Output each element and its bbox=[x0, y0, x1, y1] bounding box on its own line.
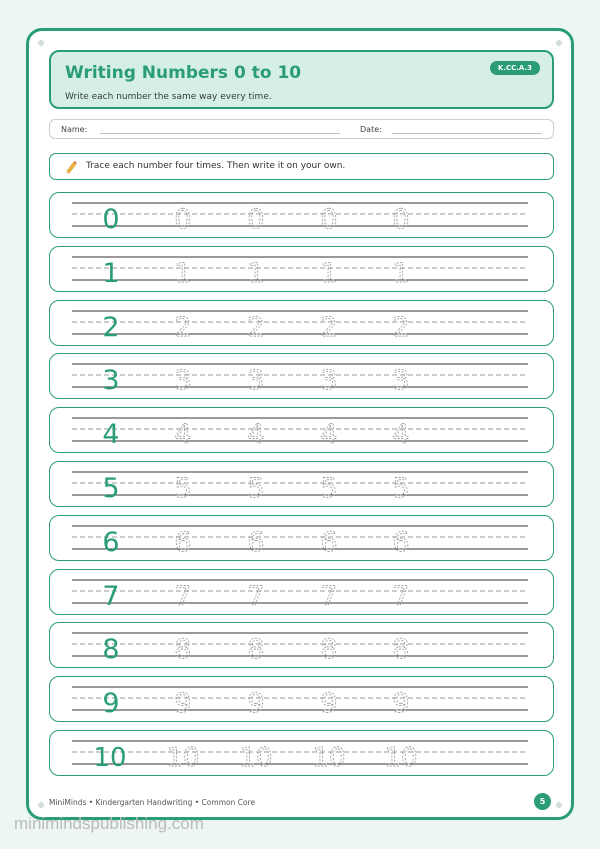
practice-row bbox=[49, 622, 554, 668]
trace-number[interactable]: 9 bbox=[320, 688, 338, 720]
trace-number[interactable]: 6 bbox=[174, 526, 192, 558]
trace-number[interactable]: 0 bbox=[392, 204, 410, 235]
instruction-box bbox=[49, 153, 554, 180]
page-number-badge: 5 bbox=[534, 793, 551, 810]
trace-number[interactable]: 1 bbox=[174, 257, 192, 289]
trace-number[interactable]: 0 bbox=[320, 204, 338, 235]
corner-dot bbox=[556, 802, 562, 808]
practice-row bbox=[49, 730, 554, 776]
model-number: 10 bbox=[93, 743, 127, 773]
practice-row bbox=[49, 461, 554, 507]
corner-dot bbox=[38, 802, 44, 808]
handwriting-lines bbox=[50, 193, 552, 236]
trace-number[interactable]: 2 bbox=[247, 311, 265, 343]
trace-number[interactable]: 9 bbox=[247, 688, 265, 720]
handwriting-lines bbox=[50, 408, 552, 451]
model-number: 9 bbox=[102, 688, 120, 720]
trace-number[interactable]: 1 bbox=[392, 257, 410, 289]
trace-number[interactable]: 2 bbox=[174, 311, 192, 343]
trace-number[interactable]: 9 bbox=[392, 688, 410, 720]
trace-number[interactable]: 7 bbox=[247, 580, 265, 612]
instruction-text: Trace each number four times. Then write it on your own. bbox=[86, 161, 346, 171]
model-number: 5 bbox=[102, 473, 120, 504]
trace-number[interactable]: 4 bbox=[392, 419, 410, 451]
practice-row bbox=[49, 246, 554, 292]
date-field[interactable] bbox=[392, 133, 542, 134]
trace-number[interactable]: 6 bbox=[247, 526, 265, 558]
trace-number[interactable]: 1 bbox=[320, 257, 338, 289]
date-label: Date: bbox=[360, 125, 382, 134]
trace-number[interactable]: 5 bbox=[320, 473, 338, 504]
model-number: 4 bbox=[102, 419, 120, 451]
practice-row bbox=[49, 407, 554, 453]
practice-row bbox=[49, 192, 554, 238]
name-label: Name: bbox=[61, 125, 88, 134]
trace-number[interactable]: 5 bbox=[247, 473, 265, 504]
trace-number[interactable]: 6 bbox=[392, 526, 410, 558]
trace-number[interactable]: 3 bbox=[174, 365, 192, 397]
trace-number[interactable]: 3 bbox=[247, 365, 265, 397]
handwriting-lines bbox=[50, 623, 552, 666]
trace-number[interactable]: 0 bbox=[174, 204, 192, 235]
worksheet-page bbox=[26, 28, 574, 820]
handwriting-lines bbox=[50, 354, 552, 397]
trace-number[interactable]: 10 bbox=[239, 743, 273, 773]
trace-number[interactable]: 8 bbox=[392, 634, 410, 666]
practice-row bbox=[49, 300, 554, 346]
trace-number[interactable]: 7 bbox=[174, 580, 192, 612]
model-number: 2 bbox=[102, 311, 120, 343]
handwriting-lines bbox=[50, 462, 552, 505]
pencil-icon bbox=[64, 160, 78, 174]
trace-number[interactable]: 2 bbox=[392, 311, 410, 343]
model-number: 1 bbox=[102, 257, 120, 289]
handwriting-lines bbox=[50, 516, 552, 559]
page-subtitle: Write each number the same way every time. bbox=[65, 92, 272, 102]
trace-number[interactable]: 5 bbox=[392, 473, 410, 504]
trace-number[interactable]: 10 bbox=[166, 743, 200, 773]
model-number: 6 bbox=[102, 526, 120, 558]
trace-number[interactable]: 6 bbox=[320, 526, 338, 558]
corner-dot bbox=[556, 40, 562, 46]
trace-number[interactable]: 8 bbox=[320, 634, 338, 666]
trace-number[interactable]: 9 bbox=[174, 688, 192, 720]
trace-number[interactable]: 1 bbox=[247, 257, 265, 289]
trace-number[interactable]: 10 bbox=[384, 743, 418, 773]
footer-text: MiniMinds • Kindergarten Handwriting • Common Core bbox=[49, 798, 256, 807]
practice-row bbox=[49, 515, 554, 561]
trace-number[interactable]: 10 bbox=[312, 743, 346, 773]
handwriting-lines bbox=[50, 301, 552, 344]
handwriting-lines bbox=[50, 247, 552, 290]
handwriting-lines bbox=[50, 677, 552, 720]
trace-number[interactable]: 3 bbox=[392, 365, 410, 397]
model-number: 3 bbox=[102, 365, 120, 397]
trace-number[interactable]: 0 bbox=[247, 204, 265, 235]
trace-number[interactable]: 7 bbox=[392, 580, 410, 612]
standard-badge: K.CC.A.3 bbox=[490, 61, 540, 75]
watermark: minimindspublishing.com bbox=[14, 814, 204, 833]
trace-number[interactable]: 3 bbox=[320, 365, 338, 397]
student-info-bar bbox=[49, 119, 554, 139]
worksheet-header bbox=[49, 50, 554, 109]
name-field[interactable] bbox=[100, 133, 340, 134]
handwriting-lines bbox=[50, 731, 552, 774]
trace-number[interactable]: 8 bbox=[174, 634, 192, 666]
trace-number[interactable]: 4 bbox=[247, 419, 265, 451]
trace-number[interactable]: 5 bbox=[174, 473, 192, 504]
page-title: Writing Numbers 0 to 10 bbox=[65, 63, 302, 83]
model-number: 7 bbox=[102, 580, 120, 612]
trace-number[interactable]: 2 bbox=[320, 311, 338, 343]
practice-row bbox=[49, 353, 554, 399]
model-number: 0 bbox=[102, 204, 120, 235]
handwriting-lines bbox=[50, 570, 552, 613]
trace-number[interactable]: 4 bbox=[320, 419, 338, 451]
trace-number[interactable]: 4 bbox=[174, 419, 192, 451]
practice-row bbox=[49, 676, 554, 722]
trace-number[interactable]: 7 bbox=[320, 580, 338, 612]
model-number: 8 bbox=[102, 634, 120, 666]
practice-row bbox=[49, 569, 554, 615]
trace-number[interactable]: 8 bbox=[247, 634, 265, 666]
corner-dot bbox=[38, 40, 44, 46]
